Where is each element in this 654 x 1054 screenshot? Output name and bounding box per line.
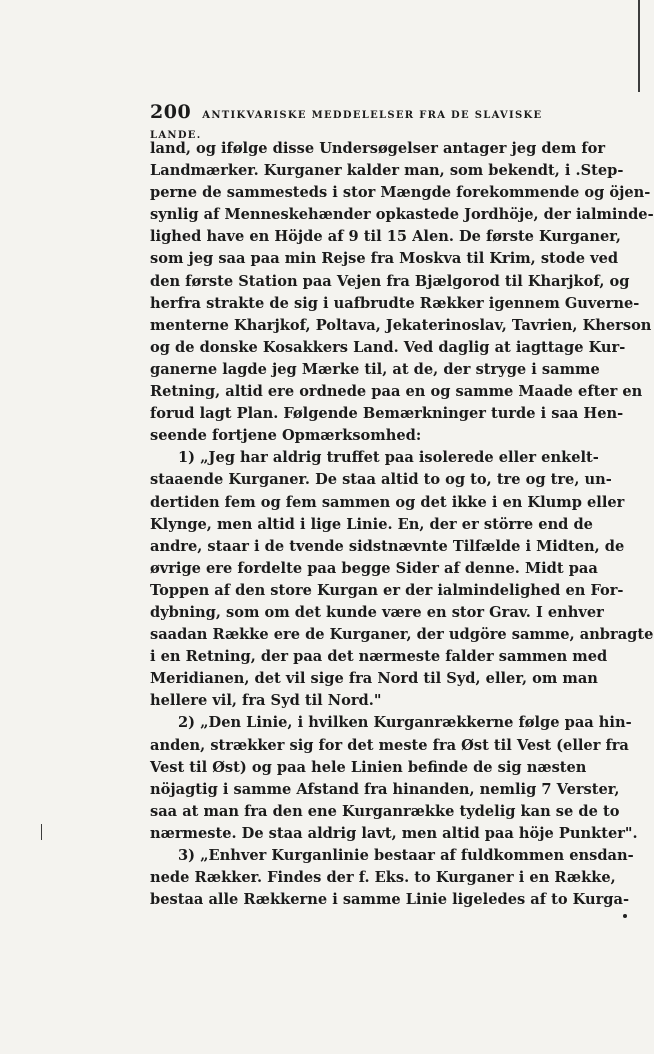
text-line: ganerne lagde jeg Mærke til, at de, der stryge i samme (150, 360, 600, 378)
text-line: synlig af Menneskehænder opkastede Jordhöje, der ialminde- (150, 206, 654, 224)
text-line: Klynge, men altid i lige Linie. En, der er större end de (150, 515, 593, 533)
page-header (150, 101, 570, 141)
text-line: 2) „Den Linie, i hvilken Kurganrækkerne følge paa hin- (178, 714, 632, 732)
text-line: seende fortjene Opmærksomhed: (150, 427, 422, 445)
text-line: land, og ifølge disse Undersøgelser antager jeg dem for (150, 140, 606, 157)
right-margin-rule (638, 0, 640, 92)
text-line: saa at man fra den ene Kurganrække tydelig kan se de to (150, 802, 620, 820)
text-line: Retning, altid ere ordnede paa en og samme Maade efter en (150, 383, 643, 401)
text-line: Vest til Øst) og paa hele Linien befinde de sig næsten (150, 758, 587, 776)
text-line: den første Station paa Vejen fra Bjælgorod til Kharjkof, og (150, 272, 630, 290)
text-line: perne de sammesteds i stor Mængde forekommende og öjen- (150, 184, 651, 202)
running-head: ANTIKVARISKE MEDDELELSER FRA DE SLAVISKE LANDE. (150, 110, 543, 141)
text-line: nede Rækker. Findes der f. Eks. to Kurganer i en Række, (150, 869, 616, 887)
text-line: øvrige ere fordelte paa begge Sider af denne. Midt paa (150, 559, 598, 577)
text-line: nöjagtig i samme Afstand fra hinanden, nemlig 7 Verster, (150, 780, 620, 798)
text-line: dybning, som om det kunde være en stor Grav. I enhver (150, 603, 604, 621)
text-line: 1) „Jeg har aldrig truffet paa isolerede eller enkelt- (178, 449, 599, 467)
text-line: anden, strækker sig for det meste fra Øst til Vest (eller fra (150, 736, 629, 754)
text-line: i en Retning, der paa det nærmeste falder sammen med (150, 648, 608, 666)
text-line: nærmeste. De staa aldrig lavt, men altid paa höje Punkter". (150, 824, 638, 842)
text-line: herfra strakte de sig i uafbrudte Rækker igennem Guverne- (150, 294, 640, 312)
text-line: lighed have en Höjde af 9 til 15 Alen. De første Kurganer, (150, 228, 621, 246)
text-line: andre, staar i de tvende sidstnævnte Tilfælde i Midten, de (150, 537, 625, 555)
text-line: hellere vil, fra Syd til Nord." (150, 692, 382, 710)
text-line: og de donske Kosakkers Land. Ved daglig at iagttage Kur- (150, 338, 626, 356)
text-line: bestaa alle Rækkerne i samme Linie ligeledes af to Kurga- (150, 891, 630, 909)
text-line: som jeg saa paa min Rejse fra Moskva til Krim, stode ved (150, 250, 619, 268)
page-number: 200 (150, 101, 192, 123)
text-line: saadan Række ere de Kurganer, der udgöre samme, anbragte (150, 626, 654, 644)
ink-speck (623, 914, 627, 918)
text-line: Meridianen, det vil sige fra Nord til Syd, eller, om man (150, 670, 598, 688)
text-line: dertiden fem og fem sammen og det ikke i en Klump eller (150, 493, 625, 511)
text-line: forud lagt Plan. Følgende Bemærkninger turde i saa Hen- (150, 405, 624, 423)
body-text (150, 138, 654, 911)
text-line: staaende Kurganer. De staa altid to og to, tre og tre, un- (150, 471, 612, 489)
text-line: 3) „Enhver Kurganlinie bestaar af fuldkommen ensdan- (178, 847, 634, 864)
text-line: menterne Kharjkof, Poltava, Jekaterinoslav, Tavrien, Kherson (150, 316, 652, 334)
left-margin-mark (41, 824, 42, 840)
text-line: Landmærker. Kurganer kalder man, som bekendt, i .Step- (150, 162, 624, 180)
text-line: Toppen af den store Kurgan er der ialmindelighed en For- (150, 581, 624, 599)
